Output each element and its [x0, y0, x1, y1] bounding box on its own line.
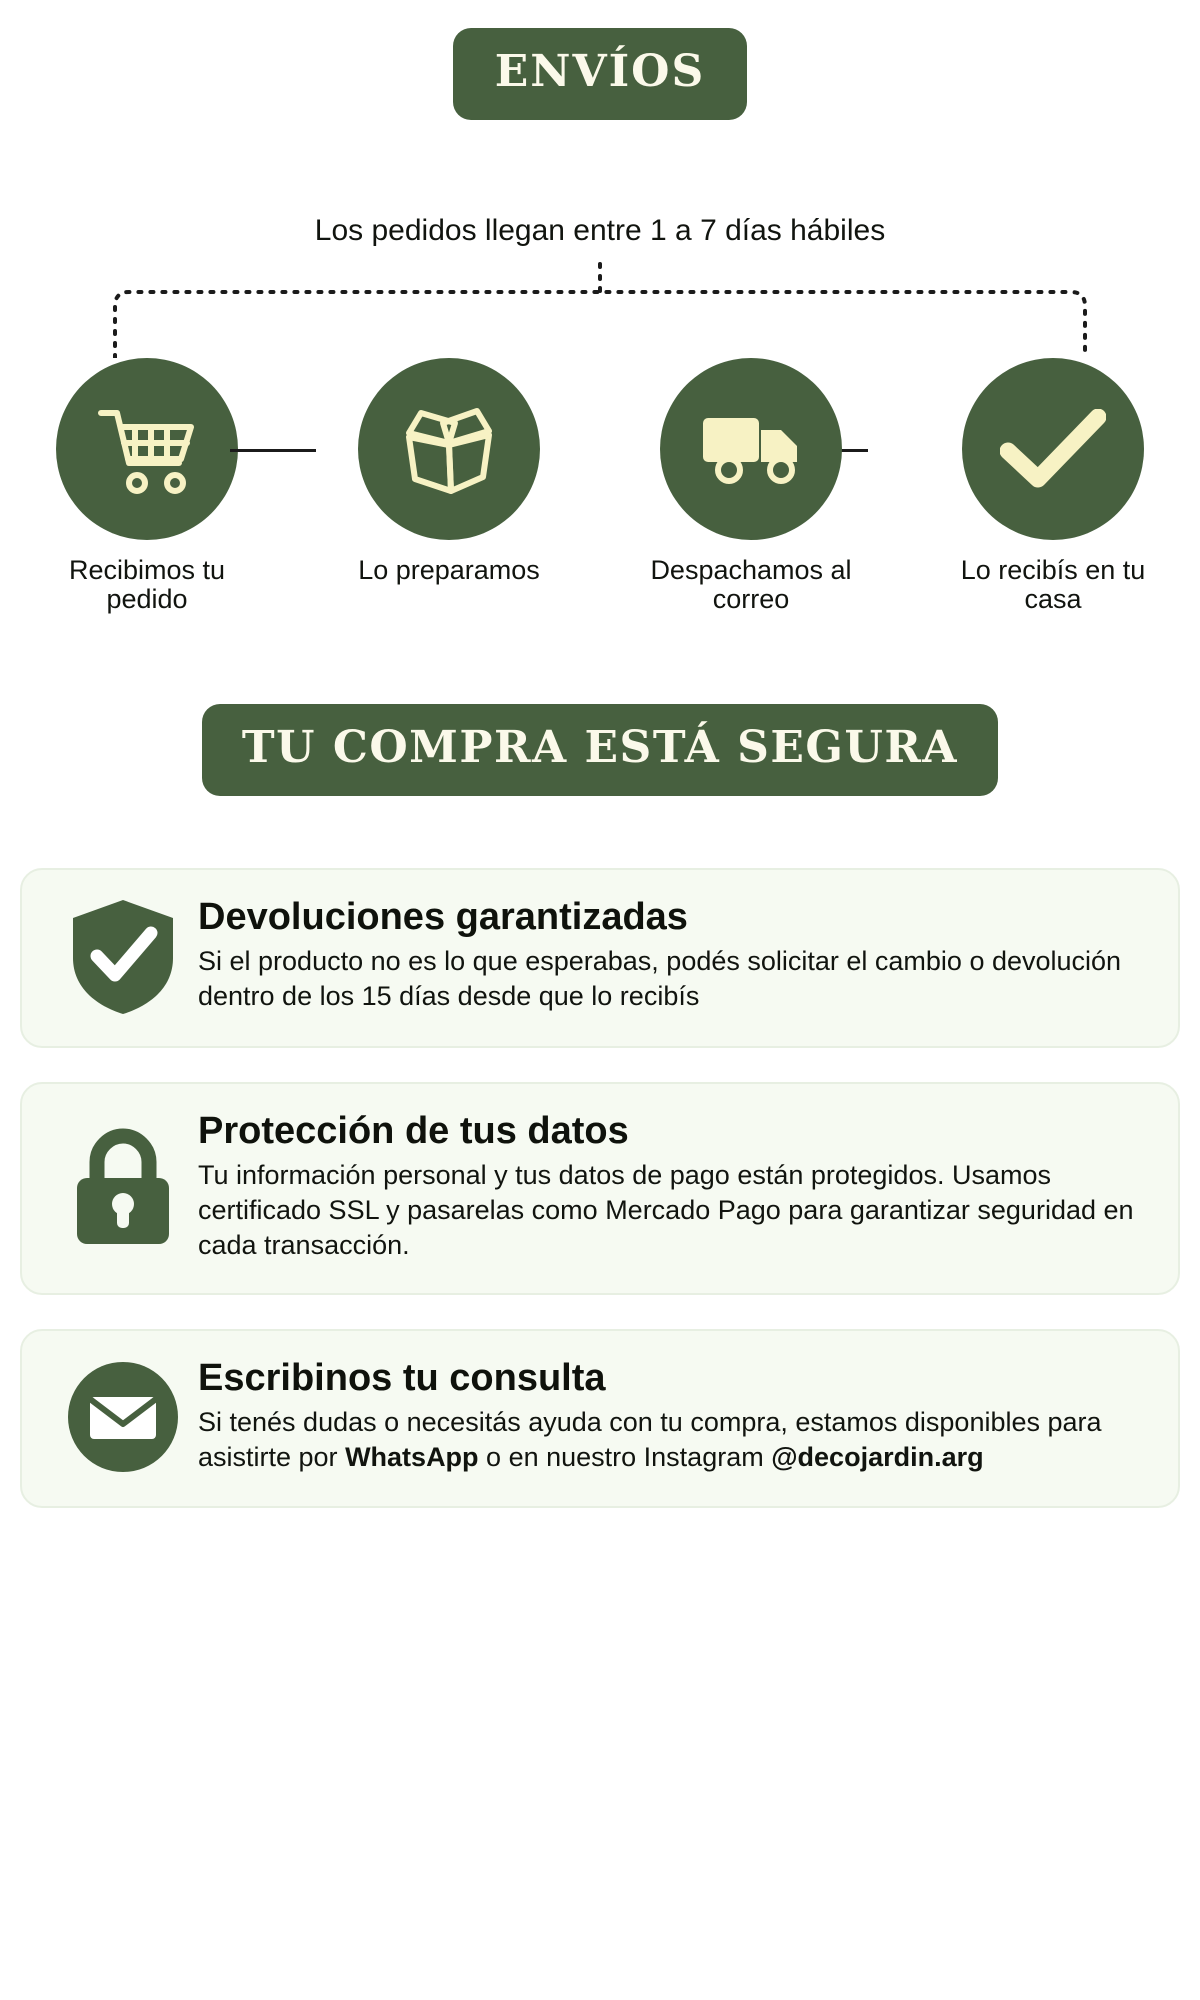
step-label: Despachamos al correo — [650, 555, 852, 615]
shipping-step — [324, 358, 574, 614]
card-proteccion — [20, 1082, 1180, 1295]
open-box-icon — [395, 403, 503, 495]
secure-badge-wrap — [0, 704, 1200, 796]
card-body — [198, 896, 1148, 1014]
step-circle — [962, 358, 1144, 540]
card-text: Tu información personal y tus datos de pago están protegidos. Usamos certificado SSL y pasarelas como Mercado Pago para garantizar seguridad en cada transacción. — [198, 1160, 1134, 1261]
envelope-icon — [64, 1358, 182, 1476]
dotted-bracket-icon — [0, 262, 1200, 358]
card-body — [198, 1357, 1148, 1475]
step-connector — [230, 449, 316, 452]
step-circle — [56, 358, 238, 540]
card-body — [198, 1110, 1148, 1263]
padlock-icon — [67, 1124, 179, 1250]
shipping-step — [928, 358, 1178, 614]
card-text-part1: Si tenés dudas o necesitás ayuda con tu compra, estamos disponibles para asistirte por — [198, 1407, 1102, 1473]
step-label: Recibimos tu pedido — [68, 555, 226, 615]
card-devoluciones — [20, 868, 1180, 1048]
secure-cards — [0, 868, 1200, 1507]
card-text-part2: o en nuestro Instagram — [478, 1442, 772, 1473]
step-label: Lo preparamos — [358, 555, 540, 585]
card-consulta — [20, 1329, 1180, 1507]
card-text: Si el producto no es lo que esperabas, podés solicitar el cambio o devolución dentro de los 15 días desde que lo recibís — [198, 946, 1122, 1012]
step-label: Lo recibís en tu casa — [960, 555, 1146, 615]
card-title: Escribinos tu consulta — [198, 1357, 606, 1400]
card-icon-wrap — [48, 896, 198, 1016]
card-icon-wrap — [48, 1124, 198, 1250]
delivery-truck-icon — [697, 408, 805, 490]
dotted-bracket — [0, 262, 1200, 358]
shipping-section-badge: ENVÍOS — [453, 28, 748, 120]
step-circle — [660, 358, 842, 540]
card-text — [198, 1405, 1138, 1475]
shipping-step — [22, 358, 272, 614]
secure-section-badge: TU COMPRA ESTÁ SEGURA — [202, 704, 998, 796]
shipping-step — [626, 358, 876, 614]
secure-section — [0, 704, 1200, 1507]
shipping-section — [0, 0, 1200, 614]
shipping-steps — [0, 358, 1200, 614]
card-icon-wrap — [48, 1358, 198, 1476]
step-circle — [358, 358, 540, 540]
card-title: Protección de tus datos — [198, 1110, 629, 1153]
shipping-badge-wrap — [0, 28, 1200, 120]
instagram-handle: @decojardin.arg — [771, 1442, 984, 1473]
shipping-lead-text: Los pedidos llegan entre 1 a 7 días hábiles — [314, 214, 886, 247]
shield-check-icon — [67, 896, 179, 1016]
card-title: Devoluciones garantizadas — [198, 896, 688, 939]
whatsapp-label: WhatsApp — [345, 1442, 479, 1473]
check-mark-icon — [1000, 409, 1106, 489]
shopping-cart-icon — [95, 403, 199, 495]
